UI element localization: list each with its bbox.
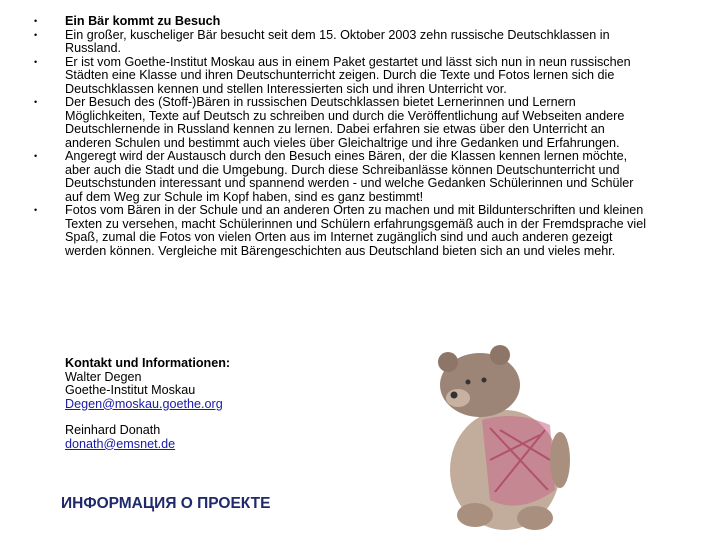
paragraph: Fotos vom Bären in der Schule und an anderen Orten zu machen und mit Bildunterschriften und kleinen Texten zu versehen, macht Schülerinnen und Schülern erfahrungsgemäß auch in der Fremdsprache viel Spaß, zumal die Fotos von vielen Orten aus im Internet zugänglich sind und auch anderen gezeigt werden können. Vergleiche mit Bärengeschichten aus Deutschland bieten sich an und vieles mehr.	[65, 203, 647, 258]
bullet-icon: •	[34, 29, 38, 40]
bullet-icon: •	[34, 16, 38, 26]
bullet-icon: •	[34, 97, 38, 107]
list-item	[30, 96, 650, 150]
contact-name: Reinhard Donath	[65, 423, 161, 437]
list-item	[30, 56, 650, 97]
email-link[interactable]: Degen@moskau.goethe.org	[65, 396, 223, 411]
bullet-icon: •	[34, 205, 38, 215]
contact-org: Goethe-Institut Moskau	[65, 383, 196, 397]
email-link[interactable]: donath@emsnet.de	[65, 436, 176, 451]
bullet-icon: •	[34, 56, 38, 67]
project-info-title: ИНФОРМАЦИЯ О ПРОЕКТЕ	[61, 495, 271, 512]
bullet-icon: •	[34, 151, 38, 161]
contact-heading: Kontakt und Informationen:	[65, 356, 231, 370]
paragraph: Der Besuch des (Stoff-)Bären in russischen Deutschklassen bietet Lernerinnen und Lernern Möglichkeiten, Texte auf Deutsch zu schreiben und durch die Veröffentlichung auf Webseiten andere Deutschlernende in Russland kennen zu lernen. Dabei erfahren sie etwas über den Unterricht an anderen Schulen und bestimmt auch vieles über Gleichaltrige und ihre Gedanken und Erfahrungen.	[65, 95, 625, 150]
heading: Ein Bär kommt zu Besuch	[65, 14, 221, 28]
bear-illustration	[420, 340, 580, 540]
paragraph: Er ist vom Goethe-Institut Moskau aus in einem Paket gestartet und lässt sich nun in neun russischen Städten eine Klasse und ihren Deutschunterricht zeigen. Durch die Texte und Fotos lernen sich die Deutschklassen kennen und stellen Interessierten sich und ihren Unterricht vor.	[65, 54, 631, 96]
bullet-list	[30, 15, 650, 258]
contact-block	[65, 357, 230, 451]
list-item	[30, 150, 650, 204]
list-item	[30, 204, 650, 258]
paragraph: Angeregt wird der Austausch durch den Besuch eines Bären, der die Klassen kennen lernen möchte, aber auch die Stadt und die Umgebung. Durch diese Schreibanlässe können Deutschunterricht und Deutschstunden interessant und spannend werden - und welche Gedanken Schülerinnen und Schüler auf dem Weg zur Schule im Kopf haben, sind es ganz bestimmt!	[65, 149, 634, 204]
list-item	[30, 29, 650, 56]
contact-name: Walter Degen	[65, 369, 142, 384]
paragraph: Ein großer, kuscheliger Bär besucht seit dem 15. Oktober 2003 zehn russische Deutschklassen in Russland.	[65, 27, 610, 55]
list-item	[30, 15, 650, 29]
